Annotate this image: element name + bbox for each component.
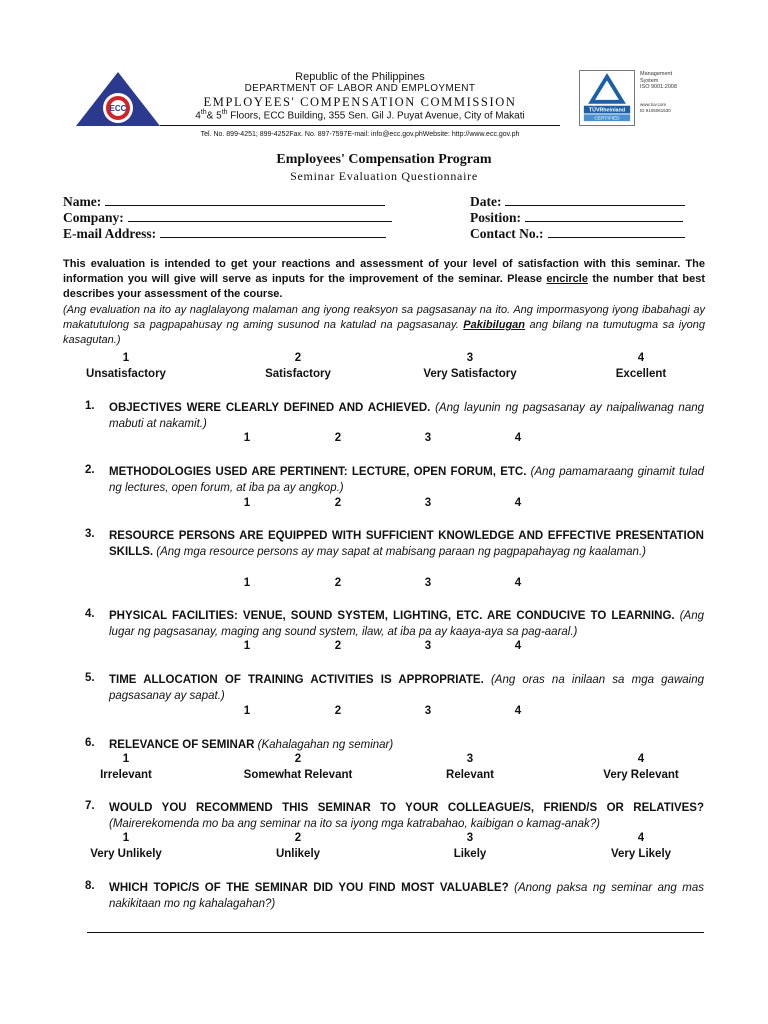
question-number: 5. (85, 672, 95, 684)
question-number: 8. (85, 880, 95, 892)
rating-option[interactable]: 1 (243, 640, 251, 652)
position-field[interactable]: Position: (470, 210, 683, 226)
rating-option[interactable]: 2 (334, 640, 342, 652)
rating-option[interactable]: 2 (294, 832, 302, 844)
scale-label-excellent: Excellent (615, 368, 667, 380)
form-title: Employees' Compensation Program (276, 152, 492, 167)
ecc-logo (74, 70, 162, 128)
likelihood-label: Very Likely (610, 848, 672, 860)
commission-line: EMPLOYEES' COMPENSATION COMMISSION (203, 95, 517, 109)
rating-option[interactable]: 3 (466, 753, 474, 765)
question-1-text: OBJECTIVES WERE CLEARLY DEFINED AND ACHIEVED. (Ang layunin ng pagsasanay ay naipaliwanag nang mabuti at nakamit.) (109, 402, 705, 430)
date-field[interactable]: Date: (470, 194, 685, 210)
relevance-label: Somewhat Relevant (243, 769, 353, 781)
svg-text:ECC: ECC (109, 104, 127, 113)
question-4-text: PHYSICAL FACILITIES: VENUE, SOUND SYSTEM, LIGHTING, ETC. ARE CONDUCIVE TO LEARNING. (Ang lugar ng pagsasanay, maging ang sound system, ilaw, at iba pa ay kaaya-aya sa pag-aaral.) (109, 610, 704, 638)
tuv-certification-icon (579, 70, 635, 126)
rating-option[interactable]: 3 (424, 705, 432, 717)
rating-option[interactable]: 1 (243, 432, 251, 444)
header-divider (160, 125, 560, 126)
scale-label-unsatisfactory: Unsatisfactory (86, 368, 166, 380)
contact-no-field[interactable]: Contact No.: (470, 226, 685, 242)
question-number: 2. (85, 464, 95, 476)
likelihood-label: Unlikely (275, 848, 321, 860)
rating-option[interactable]: 1 (243, 577, 251, 589)
question-number: 3. (85, 528, 95, 540)
republic-line: Republic of the Philippines (295, 71, 425, 83)
question-number: 1. (85, 400, 95, 412)
rating-option[interactable]: 3 (424, 432, 432, 444)
scale-label-satisfactory: Satisfactory (265, 368, 331, 380)
email-field[interactable]: E-mail Address: (63, 226, 386, 242)
scale-number-3: 3 (466, 352, 474, 364)
instructions-english: This evaluation is intended to get your reactions and assessment of your level of satisfaction with this seminar. The information you will give will serve as inputs for the improvement of the seminar. Please encircle the number that best describes your assessment of the course. (63, 258, 705, 300)
rating-option[interactable]: 1 (122, 832, 130, 844)
svg-text:TÜVRheinland: TÜVRheinland (588, 107, 626, 114)
question-6-text: RELEVANCE OF SEMINAR (Kahalagahan ng seminar) (109, 739, 394, 751)
rating-option[interactable]: 1 (122, 753, 130, 765)
instructions-filipino: (Ang evaluation na ito ay naglalayong malaman ang iyong reaksyon sa pagsasanay na ito. Ang impormasyong iyong ibabahagi ay makatutulong sa pagpapahusay ng aming susunod na katulad na pagsasanay. Pakibilugan ang bilang na tumutugma sa iyong kasagutan.) (63, 304, 706, 346)
rating-option[interactable]: 2 (334, 497, 342, 509)
rating-option[interactable]: 1 (243, 497, 251, 509)
rating-option[interactable]: 4 (514, 705, 522, 717)
rating-option[interactable]: 3 (466, 832, 474, 844)
contact-line: Tel. No. 899-4251; 899-4252Fax. No. 897-7597E-mail: info@ecc.gov.phWebsite: http://www.ecc.gov.ph (200, 131, 520, 138)
question-2-text: METHODOLOGIES USED ARE PERTINENT: LECTURE, OPEN FORUM, ETC. (Ang pamamaraang ginamit tulad ng lectures, open forum, at iba pa ay angkop.) (109, 466, 704, 494)
scale-label-very-satisfactory: Very Satisfactory (423, 368, 517, 380)
rating-option[interactable]: 4 (514, 497, 522, 509)
form-subtitle: Seminar Evaluation Questionnaire (290, 169, 478, 183)
address-line: 4th& 5th Floors, ECC Building, 355 Sen. Gil J. Puyat Avenue, City of Makati (195, 109, 525, 122)
rating-option[interactable]: 4 (514, 577, 522, 589)
rating-option[interactable]: 2 (334, 705, 342, 717)
question-number: 6. (85, 737, 95, 749)
certification-text: Management System ISO 9001:2008 www.tuv.com ID 9105061530 (640, 71, 678, 113)
svg-text:CERTIFIED: CERTIFIED (594, 116, 620, 122)
scale-number-2: 2 (294, 352, 302, 364)
question-5-text: TIME ALLOCATION OF TRAINING ACTIVITIES IS APPROPRIATE. (Ang oras na inilaan sa mga gawaing pagsasanay ay sapat.) (109, 674, 704, 702)
answer-line[interactable] (87, 932, 704, 933)
relevance-label: Irrelevant (100, 769, 152, 781)
question-3-text: RESOURCE PERSONS ARE EQUIPPED WITH SUFFICIENT KNOWLEDGE AND EFFECTIVE PRESENTATION SKILLS. (Ang mga resource persons ay may sapat at mabisang paraan ng pagpapahayag ng kaalaman.) (109, 530, 704, 558)
question-number: 4. (85, 608, 95, 620)
rating-option[interactable]: 4 (514, 432, 522, 444)
relevance-label: Relevant (446, 769, 494, 781)
rating-option[interactable]: 3 (424, 497, 432, 509)
rating-option[interactable]: 4 (637, 753, 645, 765)
likelihood-label: Very Unlikely (90, 848, 162, 860)
question-7-text: WOULD YOU RECOMMEND THIS SEMINAR TO YOUR COLLEAGUE/S, FRIEND/S OR RELATIVES? (Mairerekomenda mo ba ang seminar na ito sa iyong mga katrabahao, kaibigan o kamag-anak?) (109, 802, 704, 830)
rating-option[interactable]: 4 (637, 832, 645, 844)
rating-option[interactable]: 2 (334, 432, 342, 444)
relevance-label: Very Relevant (603, 769, 679, 781)
question-8-text: WHICH TOPIC/S OF THE SEMINAR DID YOU FIND MOST VALUABLE? (Anong paksa ng seminar ang mas nakikitaan mo ng kahalagahan?) (109, 882, 705, 910)
rating-option[interactable]: 1 (243, 705, 251, 717)
rating-option[interactable]: 3 (424, 640, 432, 652)
likelihood-label: Likely (453, 848, 487, 860)
rating-option[interactable]: 3 (424, 577, 432, 589)
question-number: 7. (85, 800, 95, 812)
scale-number-1: 1 (122, 352, 130, 364)
rating-option[interactable]: 2 (294, 753, 302, 765)
rating-option[interactable]: 2 (334, 577, 342, 589)
name-field[interactable]: Name: (63, 194, 385, 210)
company-field[interactable]: Company: (63, 210, 392, 226)
scale-number-4: 4 (637, 352, 645, 364)
department-line: DEPARTMENT OF LABOR AND EMPLOYMENT (244, 83, 476, 94)
rating-option[interactable]: 4 (514, 640, 522, 652)
